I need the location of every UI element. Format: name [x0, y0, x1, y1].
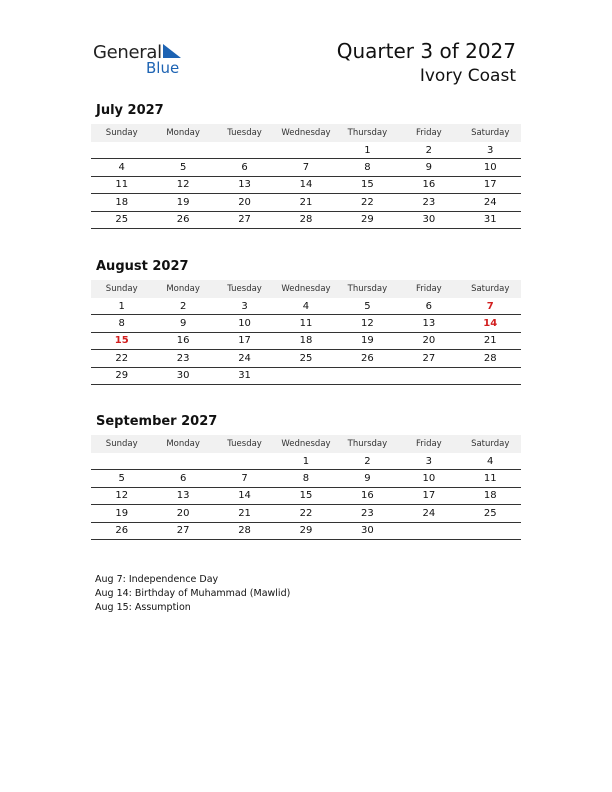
day-cell: 6	[241, 161, 248, 173]
week-row	[91, 298, 521, 315]
day-cell: 18	[115, 196, 129, 208]
day-cell: 4	[487, 455, 494, 467]
weekday-header: Saturday	[471, 284, 510, 294]
month-calendar	[91, 259, 521, 385]
day-cell: 16	[176, 335, 190, 347]
day-cell: 12	[115, 490, 129, 502]
weekday-header-row	[91, 124, 521, 142]
day-cell: 13	[238, 179, 251, 191]
day-cell: 20	[238, 196, 251, 208]
holiday-notes	[95, 573, 290, 615]
day-cell: 31	[238, 370, 251, 382]
month-calendar	[91, 103, 521, 229]
day-cell: 5	[364, 300, 371, 312]
holiday-note: Aug 15: Assumption	[95, 602, 191, 613]
day-cell: 13	[176, 490, 190, 502]
day-cell: 25	[115, 214, 129, 226]
day-cell: 1	[302, 455, 310, 467]
day-cell: 11	[115, 179, 129, 191]
day-cell: 22	[115, 352, 129, 364]
weekday-header: Saturday	[471, 128, 510, 138]
weekday-header: Monday	[166, 439, 200, 449]
day-cell: 24	[238, 352, 251, 364]
day-cell: 12	[176, 179, 190, 191]
day-cell: 28	[238, 525, 251, 537]
weekday-header: Friday	[415, 128, 442, 138]
weekday-header: Thursday	[347, 284, 388, 294]
day-cell: 17	[422, 490, 436, 502]
day-cell: 21	[238, 507, 251, 519]
day-cell: 23	[422, 196, 436, 208]
day-cell: 8	[118, 317, 125, 329]
day-cell: 2	[364, 455, 371, 467]
weekday-header: Tuesday	[227, 284, 262, 294]
day-cell: 3	[241, 300, 248, 312]
day-cell: 22	[299, 507, 313, 519]
day-cell: 19	[176, 196, 190, 208]
week-row	[91, 177, 521, 195]
weekday-header: Friday	[415, 439, 442, 449]
weekday-header-row	[91, 435, 521, 453]
day-cell: 25	[299, 352, 313, 364]
day-cell: 30	[361, 525, 374, 537]
month-title: July 2027	[96, 103, 164, 118]
day-cell: 24	[483, 196, 497, 208]
weekday-header: Friday	[415, 284, 442, 294]
week-row	[91, 212, 521, 230]
week-row	[91, 194, 521, 212]
day-cell: 12	[361, 317, 374, 329]
weekday-header: Wednesday	[281, 128, 331, 138]
weekday-header: Sunday	[105, 128, 138, 138]
day-cell: 30	[422, 214, 436, 226]
day-cell: 3	[425, 455, 432, 467]
day-cell: 26	[115, 525, 129, 537]
holiday-day-cell: 15	[114, 335, 129, 347]
day-cell: 6	[179, 472, 187, 484]
day-cell: 2	[425, 144, 432, 156]
logo-general-text: General	[93, 42, 162, 63]
day-cell: 3	[487, 144, 494, 156]
country-name: Ivory Coast	[419, 66, 516, 86]
week-row	[91, 315, 521, 333]
day-cell: 29	[115, 370, 129, 382]
day-cell: 15	[299, 490, 313, 502]
weekday-header-row	[91, 280, 521, 298]
day-cell: 20	[422, 335, 436, 347]
weekday-header: Tuesday	[227, 439, 262, 449]
week-row	[91, 453, 521, 470]
weekday-header: Thursday	[347, 439, 388, 449]
day-cell: 9	[179, 317, 187, 329]
weekday-header: Thursday	[347, 128, 388, 138]
week-row	[91, 350, 521, 368]
day-cell: 11	[299, 317, 313, 329]
weekday-header: Saturday	[471, 439, 510, 449]
day-cell: 8	[364, 161, 371, 173]
day-cell: 5	[179, 161, 187, 173]
day-cell: 19	[115, 507, 129, 519]
day-cell: 11	[483, 472, 497, 484]
day-cell: 7	[302, 161, 310, 173]
day-cell: 22	[361, 196, 374, 208]
holiday-day-cell: 7	[486, 300, 494, 312]
week-row	[91, 488, 521, 506]
month-title: August 2027	[96, 259, 189, 274]
day-cell: 28	[483, 352, 497, 364]
week-row	[91, 523, 521, 541]
week-row	[91, 142, 521, 159]
week-row	[91, 333, 521, 351]
day-cell: 14	[238, 490, 251, 502]
day-cell: 20	[176, 507, 190, 519]
day-cell: 18	[483, 490, 497, 502]
week-row	[91, 368, 521, 386]
week-row	[91, 159, 521, 177]
weekday-header: Monday	[166, 128, 200, 138]
day-cell: 29	[361, 214, 374, 226]
day-cell: 16	[361, 490, 374, 502]
day-cell: 27	[238, 214, 251, 226]
week-row	[91, 505, 521, 523]
day-cell: 6	[425, 300, 432, 312]
weekday-header: Wednesday	[281, 439, 331, 449]
weekday-header: Monday	[166, 284, 200, 294]
day-cell: 26	[361, 352, 374, 364]
day-cell: 29	[299, 525, 313, 537]
holiday-note: Aug 14: Birthday of Muhammad (Mawlid)	[95, 588, 291, 599]
day-cell: 9	[425, 161, 432, 173]
day-cell: 21	[299, 196, 313, 208]
month-calendar	[91, 414, 521, 540]
day-cell: 7	[241, 472, 248, 484]
month-title: September 2027	[96, 414, 218, 429]
day-cell: 1	[364, 144, 371, 156]
day-cell: 19	[361, 335, 374, 347]
week-row	[91, 470, 521, 488]
day-cell: 10	[483, 161, 497, 173]
day-cell: 21	[483, 335, 497, 347]
day-cell: 31	[483, 214, 497, 226]
day-cell: 10	[422, 472, 436, 484]
day-cell: 25	[483, 507, 497, 519]
day-cell: 9	[364, 472, 371, 484]
day-cell: 27	[176, 525, 190, 537]
weekday-header: Sunday	[105, 439, 138, 449]
day-cell: 26	[176, 214, 190, 226]
day-cell: 15	[361, 179, 374, 191]
day-cell: 4	[118, 161, 125, 173]
day-cell: 30	[176, 370, 190, 382]
day-cell: 10	[238, 317, 251, 329]
holiday-note: Aug 7: Independence Day	[95, 574, 219, 585]
day-cell: 14	[299, 179, 313, 191]
weekday-header: Sunday	[105, 284, 138, 294]
day-cell: 13	[422, 317, 436, 329]
weekday-header: Tuesday	[227, 128, 262, 138]
weekday-header: Wednesday	[281, 284, 331, 294]
day-cell: 17	[238, 335, 251, 347]
day-cell: 2	[179, 300, 187, 312]
day-cell: 27	[422, 352, 436, 364]
day-cell: 16	[422, 179, 436, 191]
day-cell: 18	[299, 335, 313, 347]
day-cell: 8	[302, 472, 310, 484]
day-cell: 28	[299, 214, 313, 226]
page-title: Quarter 3 of 2027	[336, 39, 516, 63]
day-cell: 23	[361, 507, 374, 519]
logo-blue-text: Blue	[146, 59, 180, 77]
day-cell: 1	[118, 300, 125, 312]
holiday-day-cell: 14	[483, 317, 498, 329]
day-cell: 4	[302, 300, 310, 312]
day-cell: 23	[176, 352, 190, 364]
day-cell: 24	[422, 507, 436, 519]
logo	[93, 40, 193, 80]
day-cell: 5	[118, 472, 125, 484]
day-cell: 17	[483, 179, 497, 191]
